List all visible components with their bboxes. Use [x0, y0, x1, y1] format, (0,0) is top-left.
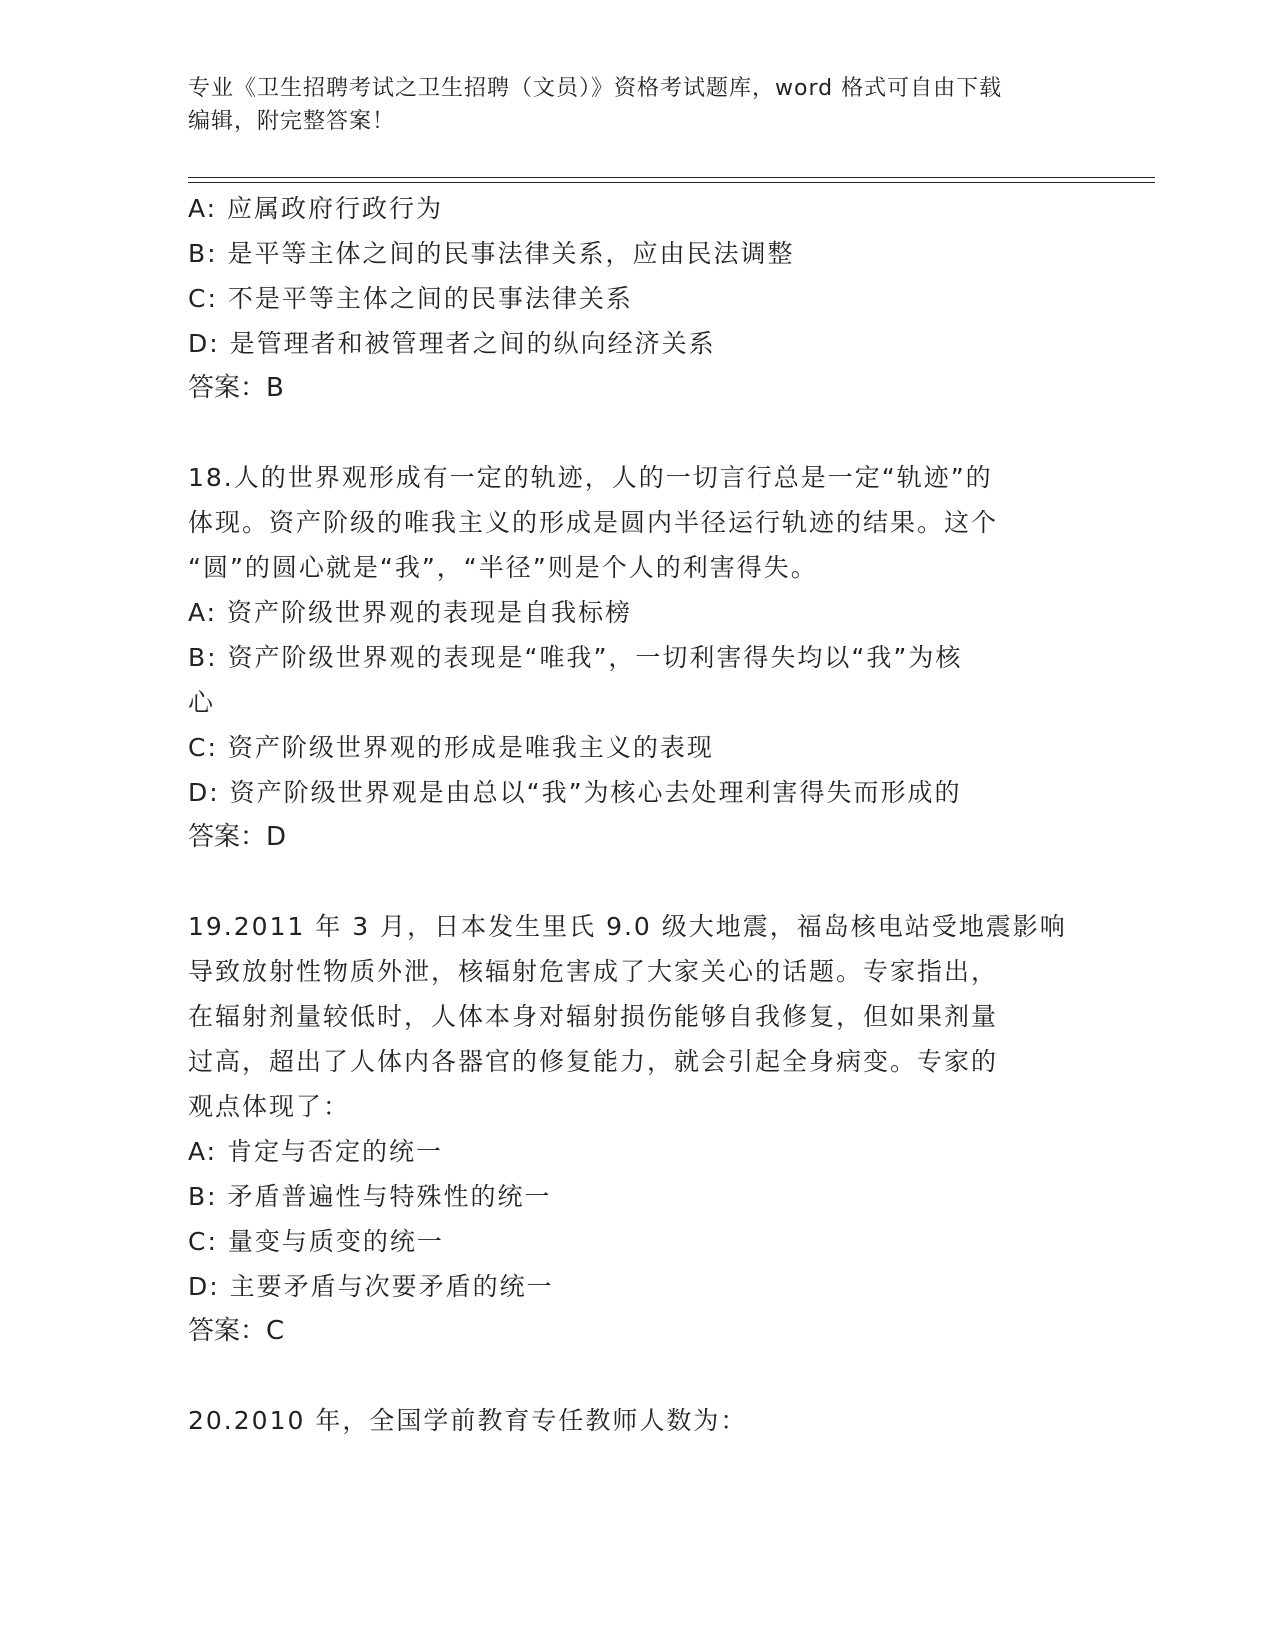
q19-stem-line-2: 导致放射性物质外泄，核辐射危害成了大家关心的话题。专家指出， [188, 957, 999, 986]
q17-answer: 答案：B [188, 373, 284, 403]
spacer [188, 1354, 1088, 1398]
document-body [188, 186, 1088, 1443]
spacer [188, 860, 1088, 904]
question-20 [188, 1398, 1088, 1443]
header-line-2: 编辑，附完整答案！ [188, 109, 396, 134]
q18-answer: 答案：D [188, 822, 287, 852]
q19-option-c: C: 量变与质变的统一 [188, 1227, 444, 1256]
document-header [188, 72, 1088, 138]
header-rule-bottom [188, 182, 1155, 183]
q18-option-a: A: 资产阶级世界观的表现是自我标榜 [188, 598, 633, 627]
question-18 [188, 455, 1088, 860]
header-rule-top [188, 177, 1155, 178]
q17-option-a: A: 应属政府行政行为 [188, 194, 444, 223]
q20-stem: 20.2010 年，全国学前教育专任教师人数为： [188, 1406, 748, 1435]
q18-option-d: D: 资产阶级世界观是由总以“我”为核心去处理利害得失而形成的 [188, 778, 962, 807]
q19-option-a: A: 肯定与否定的统一 [188, 1137, 444, 1166]
q19-stem-line-1: 19.2011 年 3 月，日本发生里氏 9.0 级大地震，福岛核电站受地震影响 [188, 912, 1067, 941]
q19-stem-line-5: 观点体现了： [188, 1092, 351, 1121]
question-17 [188, 186, 1088, 411]
q19-option-d: D: 主要矛盾与次要矛盾的统一 [188, 1272, 554, 1301]
q17-option-c: C: 不是平等主体之间的民事法律关系 [188, 284, 633, 313]
q19-option-b: B: 矛盾普遍性与特殊性的统一 [188, 1182, 552, 1211]
q17-option-d: D: 是管理者和被管理者之间的纵向经济关系 [188, 329, 716, 358]
q18-option-b: B: 资产阶级世界观的表现是“唯我”，一切利害得失均以“我”为核 [188, 643, 963, 672]
q17-option-b: B: 是平等主体之间的民事法律关系，应由民法调整 [188, 239, 795, 268]
q19-answer: 答案：C [188, 1316, 285, 1346]
q19-stem-line-4: 过高，超出了人体内各器官的修复能力，就会引起全身病变。专家的 [188, 1047, 999, 1076]
header-line-1: 专业《卫生招聘考试之卫生招聘（文员）》资格考试题库，word 格式可自由下载 [188, 76, 1003, 101]
q19-stem-line-3: 在辐射剂量较低时，人体本身对辐射损伤能够自我修复，但如果剂量 [188, 1002, 999, 1031]
q18-option-c: C: 资产阶级世界观的形成是唯我主义的表现 [188, 733, 714, 762]
q18-stem-line-1: 18.人的世界观形成有一定的轨迹，人的一切言行总是一定“轨迹”的 [188, 463, 993, 492]
q18-option-b-cont: 心 [188, 688, 216, 717]
q18-stem-line-3: “圆”的圆心就是“我”，“半径”则是个人的利害得失。 [188, 553, 818, 582]
q18-stem-line-2: 体现。资产阶级的唯我主义的形成是圆内半径运行轨迹的结果。这个 [188, 508, 999, 537]
question-19 [188, 904, 1088, 1354]
spacer [188, 411, 1088, 455]
